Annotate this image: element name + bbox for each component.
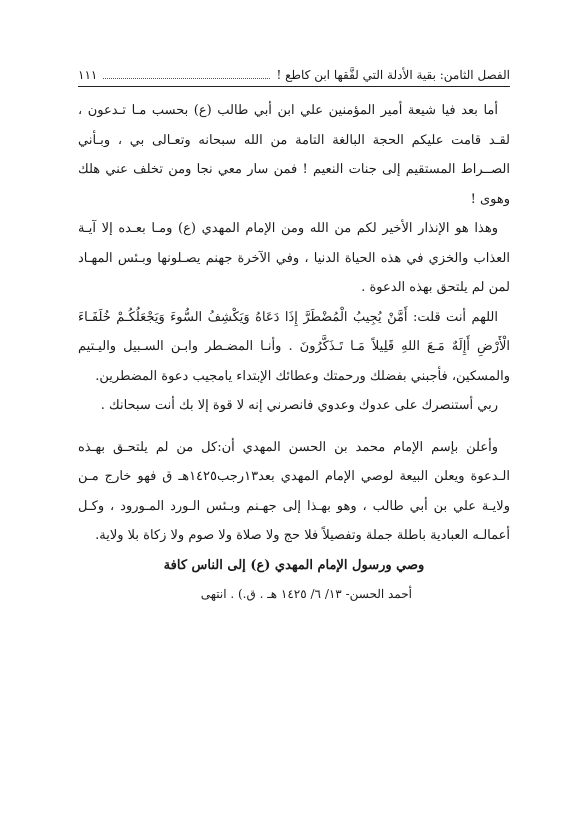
paragraph-2: وهذا هو الإنذار الأخير لكم من الله ومن الإمام المهدي (ع) ومـا بعـده إلا آيـة العذاب والخزي في هذه الحياة الدنيا ، وفي الآخرة جهنم يصـلونها وبـئس المهـاد لمن لم يلتحق بهذه الدعوة . <box>78 221 510 295</box>
running-header <box>78 60 510 82</box>
paragraph-3: اللهم أنت قلت: أَمَّنْ يُجِيبُ الْمُضْطَرَّ إِذَا دَعَاهُ وَيَكْشِفُ السُّوءَ وَيَجْعَلُكُـمْ خُلَفَـاءَ الْأَرْضِ أَإِلَهٌ مَـعَ اللهِ قَلِيلاً مَـا تَـذَكَّرُونَ . وأنـا المضـطر وابـن السـبيل واليـتيم والمسكين، فأجبني بفضلك ورحمتك وعطائك الإبتداء يامجيب دعوة المضطرين. <box>78 309 510 384</box>
header-rule <box>78 86 510 87</box>
closing-line: وصي ورسول الإمام المهدي (ع) إلى الناس كافة <box>163 557 425 573</box>
header-dot-leader <box>103 78 270 79</box>
paragraph-4: ربي أستنصرك على عدوك وعدوي فانصرني إنه لا قوة إلا بك أنت سبحانك . <box>100 398 498 413</box>
chapter-title: الفصل الثامن: بقية الأدلة التي لفَّقها ابن كاطع ! <box>276 68 510 82</box>
paragraph-5: وأعلن بإسم الإمام محمد بن الحسن المهدي أن:كل من لم يلتحـق بهـذه الـدعوة ويعلن البيعة لوصي الإمام المهدي بعد١٣رجب١٤٢٥هـ ق فهو خارج مـن ولايـة علي بن أبي طالب ، وهو بهـذا إلى جهـنم وبـئس الـورد المـورود ، وكـل أعمالـه العبادية باطلة جملة وتفصيلاً فلا حج ولا صلاة ولا صوم ولا زكاة بلا ولاية. <box>78 439 510 543</box>
page-number: ١١١ <box>78 68 98 82</box>
paragraph-1: أما بعد فيا شيعة أمير المؤمنين علي ابن أبي طالب (ع) بحسب مـا تـدعون ، لقـد قامت عليكم الحجة البالغة التامة من الله سبحانه وتعـالى بي ، وبـأني الصــراط المستقيم إلى جنات النعيم ! فمن سار معي نجا ومن تخلف عني هلك وهوى ! <box>78 103 511 207</box>
paragraph-gap <box>78 421 510 433</box>
page-body <box>78 96 510 610</box>
signature-line: أحمد الحسن- ١٣/ ٦/ ١٤٢٥ هـ . ق.) . انتهى <box>200 587 412 601</box>
